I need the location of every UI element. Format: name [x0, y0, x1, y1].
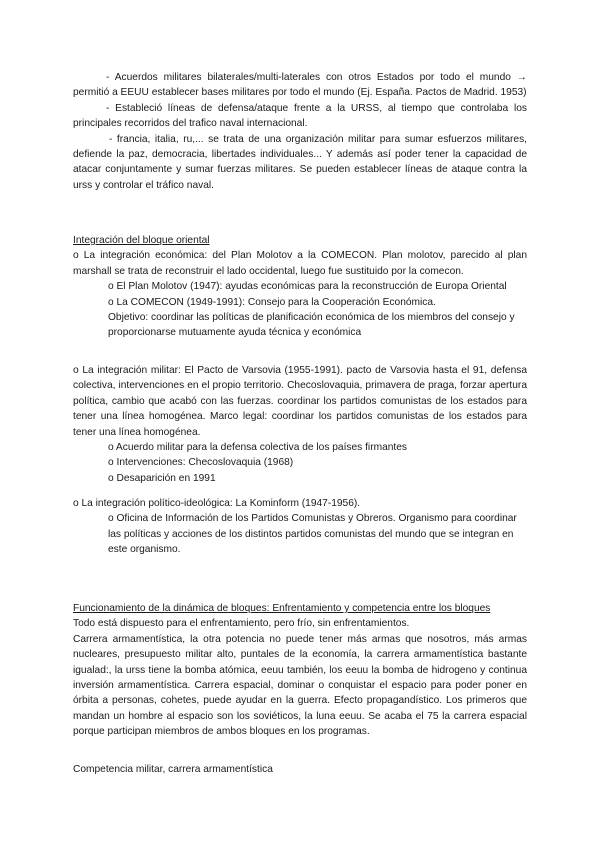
intro-paragraph-3: - francia, italia, ru,... se trata de una organización militar para sumar esfuerzos militares, defiende la paz, democracia, libertades individuales... Y además así poder tener la capacidad de atacar conjuntamente y sumar fuerzas militares. Se pueden establecer líneas de ataque contra la urss y controlar el tráfico naval. [73, 133, 527, 191]
final-section [73, 762, 527, 777]
military-item-2: o Intervenciones: Checoslovaquia (1968) [108, 457, 294, 469]
funcionamiento-section [73, 601, 527, 740]
military-section [73, 363, 527, 486]
economic-item-3: Objetivo: coordinar las políticas de planificación económica de los miembros del consejo y proporcionarse mutuamente ayuda técnica y económica [108, 312, 515, 339]
final-line: Competencia militar, carrera armamentística [73, 764, 273, 775]
economic-paragraph: o La integración económica: del Plan Molotov a la COMECON. Plan molotov, parecido al plan marshall se trata de reconstruir el lado occidental, luego fue sustituido por la comecon. [73, 250, 527, 277]
military-item-3: o Desaparición en 1991 [108, 472, 216, 484]
funcionamiento-heading: Funcionamiento de la dinámica de bloques: Enfrentamiento y competencia entre los bloques [73, 603, 491, 614]
intro-paragraph-2: - Estableció líneas de defensa/ataque frente a la URSS, al tiempo que controlaba los principales recorridos del trafico naval internacional. [73, 102, 527, 130]
economic-item-1: o El Plan Molotov (1947): ayudas económicas para la reconstrucción de Europa Oriental [108, 281, 507, 293]
funcionamiento-line-1: Todo está dispuesto para el enfrentamiento, pero frío, sin enfrentamientos. [73, 618, 410, 630]
political-section [73, 496, 527, 558]
funcionamiento-paragraph: Carrera armamentística, la otra potencia no puede tener más armas que nosotros, más armas nucleares, presupuesto militar alto, puntales de la economía, la carrera armamentística bastante igualad:, la urss tiene la bomba atómica, eeuu también, los eeuu la bomba de hidrogeno y continua inversión armamentística. Carrera espacial, dominar o conquistar el espacio para poder poner en órbita a personas, cohetes, puede ayudar en la guerra. Efecto propagandístico. Los primeros que mandan un hombre al espacio son los soviéticos, la luna eeuu. Se acaba el 75 la carrera espacial porque participan miembros de ambos bloques en los programas. [73, 633, 527, 738]
military-paragraph: o La integración militar: El Pacto de Varsovia (1955-1991). pacto de Varsovia hasta el 91, defensa colectiva, intervenciones en el propio territorio. Checoslovaquia, primavera de praga, forzar apertura política, cambio que acabó con las fuerzas. coordinar los partidos comunistas de los estados para tener una línea homogénea. Marco legal: coordinar los partidos comunistas de los estados para tener una línea homogénea. [73, 365, 527, 438]
oriental-heading: Integración del bloque oriental [73, 235, 210, 246]
military-item-1: o Acuerdo militar para la defensa colectiva de los países firmantes [108, 442, 407, 454]
political-paragraph: o La integración político-ideológica: La Kominform (1947-1956). [73, 498, 361, 509]
economic-item-2: o La COMECON (1949-1991): Consejo para la Cooperación Económica. [108, 296, 436, 308]
intro-paragraph-1: - Acuerdos militares bilaterales/multi-laterales con otros Estados por todo el mundo → permitió a EEUU establecer bases militares por todo el mundo (Ej. España. Pactos de Madrid. 1953) [73, 72, 527, 99]
political-item-1: o Oficina de Información de los Partidos Comunistas y Obreros. Organismo para coordinar las políticas y acciones de los distintos partidos comunistas del mundo que se integran en este organismo. [108, 513, 517, 556]
intro-section [73, 70, 527, 193]
oriental-section [73, 233, 527, 341]
